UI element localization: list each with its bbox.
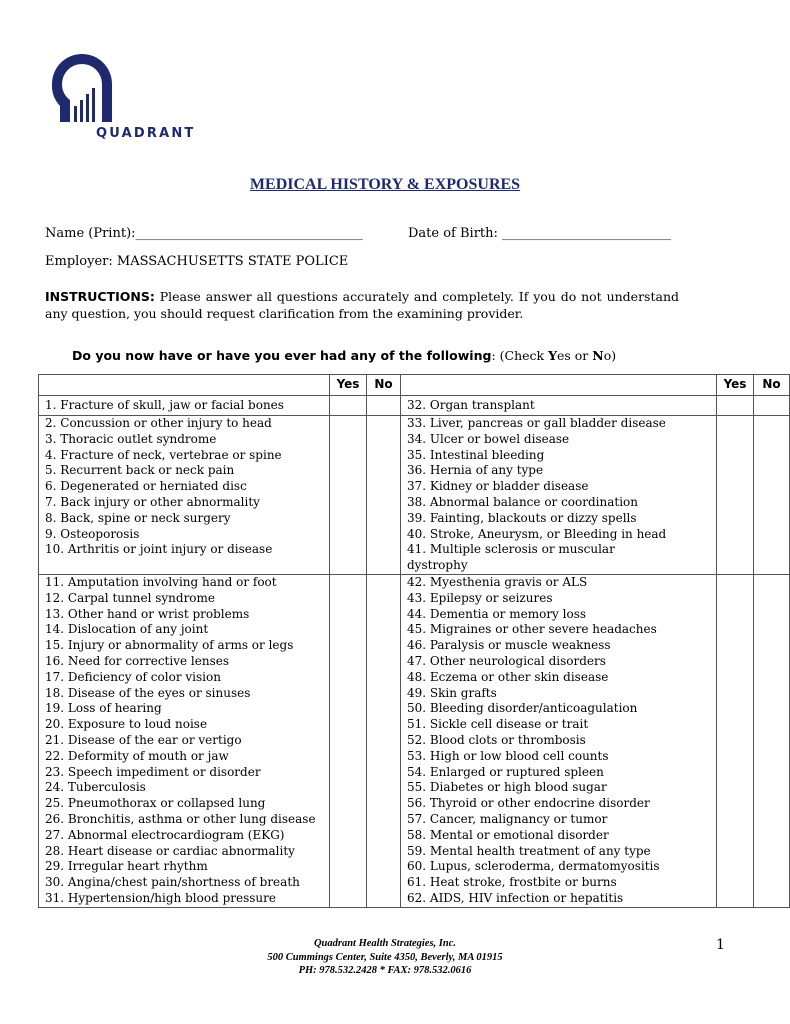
instructions-text: Please answer all questions accurately and completely. If you do not understand any question, you should request clarification from the examining provider. [45, 289, 680, 321]
table-header-row [39, 375, 790, 396]
no-checkbox[interactable] [754, 574, 790, 907]
no-header: No [367, 375, 401, 396]
condition-list-right: 32. Organ transplant [401, 396, 717, 416]
footer [0, 937, 770, 978]
no-checkbox[interactable] [367, 396, 401, 416]
yes-checkbox[interactable] [717, 574, 754, 907]
yes-checkbox[interactable] [330, 396, 367, 416]
instructions [45, 288, 679, 322]
no-checkbox[interactable] [367, 416, 401, 575]
footer-address: 500 Cummings Center, Suite 4350, Beverly, MA 01915 [267, 951, 503, 963]
no-header: No [754, 375, 790, 396]
table-row [39, 574, 790, 907]
instructions-label: INSTRUCTIONS: [45, 289, 155, 304]
page-title: MEDICAL HISTORY & EXPOSURES [249, 176, 521, 193]
yes-checkbox[interactable] [717, 396, 754, 416]
yes-header: Yes [330, 375, 367, 396]
question-o: o) [603, 348, 617, 363]
no-checkbox[interactable] [754, 396, 790, 416]
medical-history-table [38, 374, 790, 908]
yes-header: Yes [717, 375, 754, 396]
condition-list-left: 2. Concussion or other injury to head 3. Thoracic outlet syndrome 4. Fracture of neck, vertebrae or spine 5. Recurrent back or neck pain 6. Degenerated or herniated disc 7. Back injury or other abnormality 8. Back, spine or neck surgery 9. Osteoporosis 10. Arthritis or joint injury or disease [39, 416, 330, 575]
header-blank-right [401, 375, 717, 396]
condition-list-left: 11. Amputation involving hand or foot 12. Carpal tunnel syndrome 13. Other hand or wrist problems 14. Dislocation of any joint 15. Injury or abnormality of arms or legs 16. Need for corrective lenses 17. Deficiency of color vision 18. Disease of the eyes or sinuses 19. Loss of hearing 20. Exposure to loud noise 21. Disease of the ear or vertigo 22. Deformity of mouth or jaw 23. Speech impediment or disorder 24. Tuberculosis 25. Pneumothorax or collapsed lung 26. Bronchitis, asthma or other lung disease 27. Abnormal electrocardiogram (EKG) 28. Heart disease or cardiac abnormality 29. Irregular heart rhythm 30. Angina/chest pain/shortness of breath 31. Hypertension/high blood pressure [39, 574, 330, 907]
yes-checkbox[interactable] [330, 416, 367, 575]
name-field[interactable]: Name (Print):___________________________________ [45, 226, 364, 241]
header-blank-left [39, 375, 330, 396]
yes-checkbox[interactable] [330, 574, 367, 907]
table-row [39, 416, 790, 575]
no-checkbox[interactable] [754, 416, 790, 575]
question-es: es or [557, 348, 593, 363]
question-prompt [72, 348, 616, 363]
company-name: QUADRANT [96, 126, 196, 141]
dob-field[interactable]: Date of Birth: __________________________ [408, 226, 672, 241]
yes-checkbox[interactable] [717, 416, 754, 575]
footer-phone-fax: PH: 978.532.2428 * FAX: 978.532.0616 [298, 965, 472, 976]
question-rest: : (Check [491, 348, 549, 363]
page-number: 1 [716, 937, 725, 953]
footer-company: Quadrant Health Strategies, Inc. [313, 938, 457, 949]
condition-list-right: 42. Myesthenia gravis or ALS 43. Epilepsy or seizures 44. Dementia or memory loss 45. Migraines or other severe headaches 46. Paralysis or muscle weakness 47. Other neurological disorders 48. Eczema or other skin disease 49. Skin grafts 50. Bleeding disorder/anticoagulation 51. Sickle cell disease or trait 52. Blood clots or thrombosis 53. High or low blood cell counts 54. Enlarged or ruptured spleen 55. Diabetes or high blood sugar 56. Thyroid or other endocrine disorder 57. Cancer, malignancy or tumor 58. Mental or emotional disorder 59. Mental health treatment of any type 60. Lupus, scleroderma, dermatomyositis 61. Heat stroke, frostbite or burns 62. AIDS, HIV infection or hepatitis [401, 574, 717, 907]
employer-line: Employer: MASSACHUSETTS STATE POLICE [45, 254, 349, 269]
question-bold: Do you now have or have you ever had any of the following [72, 348, 492, 363]
table-row [39, 396, 790, 416]
question-n: N [592, 348, 604, 363]
question-y: Y [548, 348, 557, 363]
condition-list-right: 33. Liver, pancreas or gall bladder disease 34. Ulcer or bowel disease 35. Intestinal bleeding 36. Hernia of any type 37. Kidney or bladder disease 38. Abnormal balance or coordination 39. Fainting, blackouts or dizzy spells 40. Stroke, Aneurysm, or Bleeding in head 41. Multiple sclerosis or muscular dystrophy [401, 416, 717, 575]
condition-list-left: 1. Fracture of skull, jaw or facial bones [39, 396, 330, 416]
no-checkbox[interactable] [367, 574, 401, 907]
